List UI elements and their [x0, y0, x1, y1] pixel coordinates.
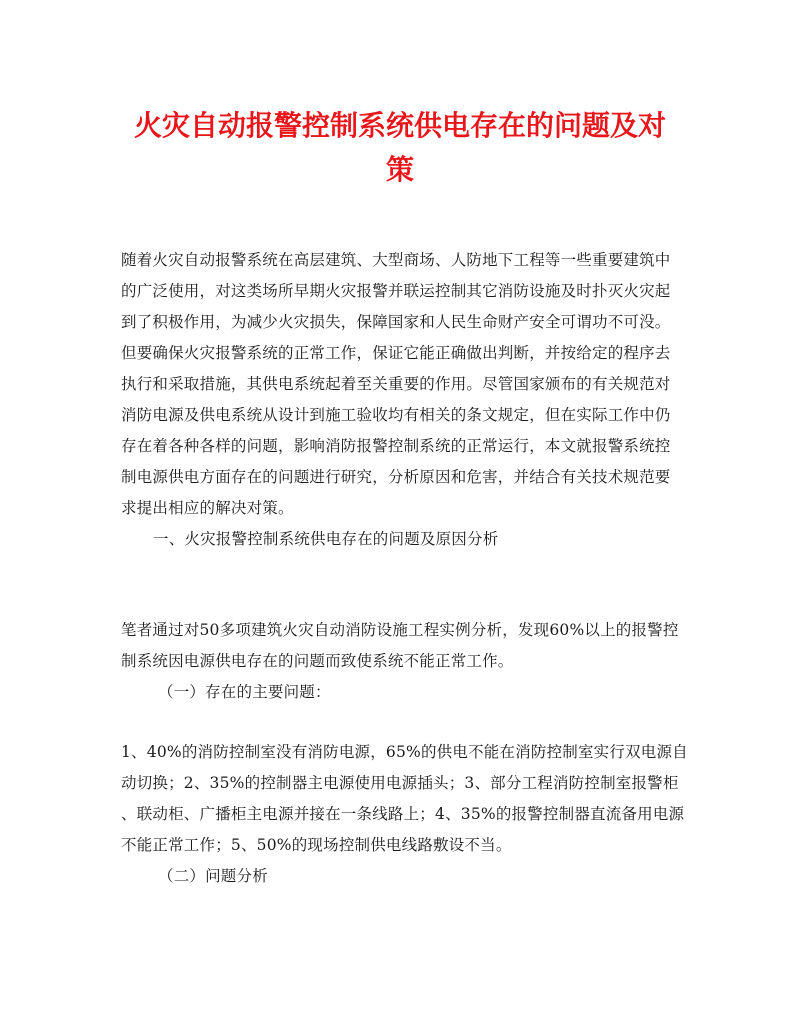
document-title-line-1: 火灾自动报警控制系统供电存在的问题及对 [133, 109, 666, 142]
paragraph-1-line: 执行和采取措施，其供电系统起着至关重要的作用。尽管国家颁布的有关规范对 [121, 375, 671, 393]
paragraph-1-line: 的广泛使用，对这类场所早期火灾报警并联运控制其它消防设施及时扑灭火灾起 [121, 282, 671, 300]
paragraph-3-line: 动切换；2、35%的控制器主电源使用电源插头；3、部分工程消防控制室报警柜 [121, 774, 679, 792]
paragraph-2-line: 笔者通过对50多项建筑火灾自动消防设施工程实例分析，发现60%以上的报警控 [121, 621, 679, 639]
paragraph-3-line: 、联动柜、广播柜主电源并接在一条线路上；4、35%的报警控制器直流备用电源 [121, 805, 685, 823]
subsection-heading: （一）存在的主要问题： [158, 683, 331, 701]
paragraph-1-line: 求提出相应的解决对策。 [121, 499, 294, 517]
paragraph-2-line: 制系统因电源供电存在的问题而致使系统不能正常工作。 [121, 652, 514, 670]
document-title-line-2: 策 [385, 153, 414, 186]
paragraph-3-line: 1、40%的消防控制室没有消防电源，65%的供电不能在消防控制室实行双电源自 [121, 743, 688, 761]
paragraph-1-line: 到了积极作用，为减少火灾损失，保障国家和人民生命财产安全可谓功不可没。 [121, 313, 671, 331]
subsection-heading: （二）问题分析 [158, 867, 268, 885]
paragraph-1-line: 消防电源及供电系统从设计到施工验收均有相关的条文规定，但在实际工作中仍 [121, 406, 671, 424]
paragraph-1-line: 随着火灾自动报警系统在高层建筑、大型商场、人防地下工程等一些重要建筑中 [121, 251, 671, 269]
paragraph-1-line: 存在着各种各样的问题，影响消防报警控制系统的正常运行，本文就报警系统控 [121, 437, 671, 455]
paragraph-1-line: 制电源供电方面存在的问题进行研究，分析原因和危害，并结合有关技术规范要 [121, 468, 671, 486]
paragraph-1-line: 但要确保火灾报警系统的正常工作，保证它能正确做出判断，并按给定的程序去 [121, 344, 671, 362]
paragraph-3-line: 不能正常工作；5、50%的现场控制供电线路敷设不当。 [121, 836, 512, 854]
section-heading: 一、火灾报警控制系统供电存在的问题及原因分析 [153, 530, 499, 548]
